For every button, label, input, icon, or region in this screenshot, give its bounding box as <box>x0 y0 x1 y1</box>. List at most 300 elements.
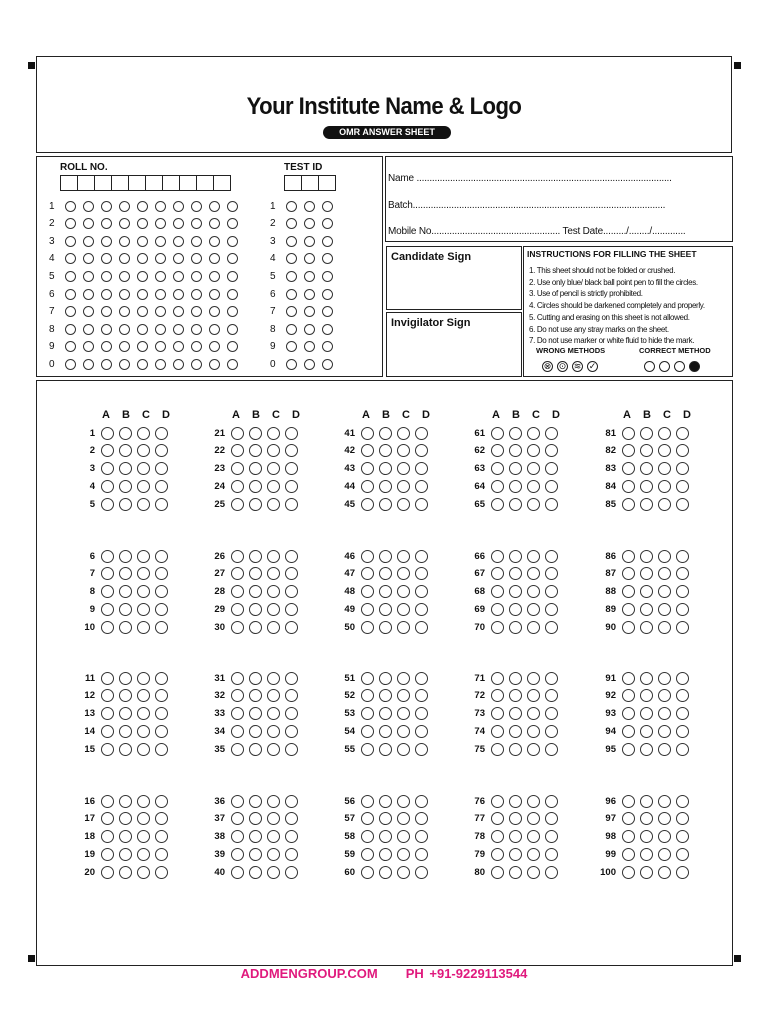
answer-bubble[interactable] <box>285 795 298 808</box>
test-id-digit-bubble[interactable] <box>304 306 315 317</box>
answer-bubble[interactable] <box>155 603 168 616</box>
roll-digit-bubble[interactable] <box>173 218 184 229</box>
roll-no-cell[interactable] <box>128 175 146 191</box>
roll-digit-bubble[interactable] <box>227 289 238 300</box>
roll-digit-bubble[interactable] <box>155 271 166 282</box>
answer-bubble[interactable] <box>379 672 392 685</box>
answer-bubble[interactable] <box>101 567 114 580</box>
answer-bubble[interactable] <box>379 567 392 580</box>
answer-bubble[interactable] <box>622 444 635 457</box>
answer-bubble[interactable] <box>527 725 540 738</box>
roll-digit-bubble[interactable] <box>65 324 76 335</box>
answer-bubble[interactable] <box>397 585 410 598</box>
answer-bubble[interactable] <box>379 585 392 598</box>
answer-bubble[interactable] <box>491 866 504 879</box>
answer-bubble[interactable] <box>137 585 150 598</box>
answer-bubble[interactable] <box>119 866 132 879</box>
test-id-cell[interactable] <box>284 175 302 191</box>
answer-bubble[interactable] <box>285 830 298 843</box>
answer-bubble[interactable] <box>509 866 522 879</box>
answer-bubble[interactable] <box>249 707 262 720</box>
answer-bubble[interactable] <box>101 830 114 843</box>
roll-digit-bubble[interactable] <box>155 218 166 229</box>
answer-bubble[interactable] <box>155 795 168 808</box>
answer-bubble[interactable] <box>415 866 428 879</box>
answer-bubble[interactable] <box>527 550 540 563</box>
answer-bubble[interactable] <box>415 462 428 475</box>
test-id-digit-bubble[interactable] <box>286 306 297 317</box>
answer-bubble[interactable] <box>361 689 374 702</box>
answer-bubble[interactable] <box>640 672 653 685</box>
answer-bubble[interactable] <box>622 550 635 563</box>
answer-bubble[interactable] <box>119 567 132 580</box>
answer-bubble[interactable] <box>379 462 392 475</box>
answer-bubble[interactable] <box>231 498 244 511</box>
roll-digit-bubble[interactable] <box>83 271 94 282</box>
answer-bubble[interactable] <box>527 743 540 756</box>
answer-bubble[interactable] <box>361 725 374 738</box>
roll-digit-bubble[interactable] <box>209 324 220 335</box>
answer-bubble[interactable] <box>119 498 132 511</box>
test-id-digit-bubble[interactable] <box>322 341 333 352</box>
answer-bubble[interactable] <box>545 830 558 843</box>
answer-bubble[interactable] <box>640 866 653 879</box>
answer-bubble[interactable] <box>231 866 244 879</box>
answer-bubble[interactable] <box>155 462 168 475</box>
roll-digit-bubble[interactable] <box>119 289 130 300</box>
answer-bubble[interactable] <box>285 498 298 511</box>
answer-bubble[interactable] <box>545 480 558 493</box>
answer-bubble[interactable] <box>545 689 558 702</box>
answer-bubble[interactable] <box>119 672 132 685</box>
roll-digit-bubble[interactable] <box>155 236 166 247</box>
answer-bubble[interactable] <box>658 866 671 879</box>
answer-bubble[interactable] <box>155 550 168 563</box>
answer-bubble[interactable] <box>267 498 280 511</box>
roll-digit-bubble[interactable] <box>173 236 184 247</box>
roll-digit-bubble[interactable] <box>65 271 76 282</box>
answer-bubble[interactable] <box>676 795 689 808</box>
answer-bubble[interactable] <box>658 795 671 808</box>
answer-bubble[interactable] <box>545 725 558 738</box>
roll-digit-bubble[interactable] <box>191 218 202 229</box>
answer-bubble[interactable] <box>640 550 653 563</box>
answer-bubble[interactable] <box>155 444 168 457</box>
answer-bubble[interactable] <box>545 603 558 616</box>
roll-digit-bubble[interactable] <box>155 359 166 370</box>
answer-bubble[interactable] <box>285 689 298 702</box>
answer-bubble[interactable] <box>527 480 540 493</box>
answer-bubble[interactable] <box>622 866 635 879</box>
answer-bubble[interactable] <box>285 603 298 616</box>
answer-bubble[interactable] <box>101 866 114 879</box>
answer-bubble[interactable] <box>676 498 689 511</box>
test-id-digit-bubble[interactable] <box>304 253 315 264</box>
answer-bubble[interactable] <box>397 427 410 440</box>
answer-bubble[interactable] <box>379 743 392 756</box>
mobile-testdate-field[interactable]: Mobile No.................................................. Test Date........./......../............. <box>388 226 686 237</box>
answer-bubble[interactable] <box>509 812 522 825</box>
answer-bubble[interactable] <box>379 812 392 825</box>
answer-bubble[interactable] <box>658 462 671 475</box>
answer-bubble[interactable] <box>249 830 262 843</box>
test-id-digit-bubble[interactable] <box>322 201 333 212</box>
roll-digit-bubble[interactable] <box>209 306 220 317</box>
roll-digit-bubble[interactable] <box>227 324 238 335</box>
answer-bubble[interactable] <box>361 427 374 440</box>
roll-digit-bubble[interactable] <box>83 289 94 300</box>
roll-no-cell[interactable] <box>77 175 95 191</box>
answer-bubble[interactable] <box>509 462 522 475</box>
roll-digit-bubble[interactable] <box>101 341 112 352</box>
answer-bubble[interactable] <box>267 462 280 475</box>
answer-bubble[interactable] <box>545 812 558 825</box>
answer-bubble[interactable] <box>379 725 392 738</box>
answer-bubble[interactable] <box>658 480 671 493</box>
roll-digit-bubble[interactable] <box>137 289 148 300</box>
test-id-digit-bubble[interactable] <box>304 324 315 335</box>
roll-digit-bubble[interactable] <box>209 359 220 370</box>
answer-bubble[interactable] <box>285 707 298 720</box>
answer-bubble[interactable] <box>415 480 428 493</box>
answer-bubble[interactable] <box>676 462 689 475</box>
roll-digit-bubble[interactable] <box>155 201 166 212</box>
answer-bubble[interactable] <box>622 462 635 475</box>
roll-digit-bubble[interactable] <box>83 201 94 212</box>
answer-bubble[interactable] <box>267 830 280 843</box>
test-id-digit-bubble[interactable] <box>304 201 315 212</box>
answer-bubble[interactable] <box>231 621 244 634</box>
answer-bubble[interactable] <box>101 603 114 616</box>
answer-bubble[interactable] <box>509 795 522 808</box>
answer-bubble[interactable] <box>137 462 150 475</box>
answer-bubble[interactable] <box>155 427 168 440</box>
answer-bubble[interactable] <box>397 462 410 475</box>
roll-digit-bubble[interactable] <box>137 306 148 317</box>
answer-bubble[interactable] <box>415 743 428 756</box>
answer-bubble[interactable] <box>379 550 392 563</box>
answer-bubble[interactable] <box>231 480 244 493</box>
answer-bubble[interactable] <box>527 621 540 634</box>
answer-bubble[interactable] <box>231 427 244 440</box>
answer-bubble[interactable] <box>415 550 428 563</box>
answer-bubble[interactable] <box>622 603 635 616</box>
answer-bubble[interactable] <box>137 567 150 580</box>
roll-digit-bubble[interactable] <box>209 253 220 264</box>
answer-bubble[interactable] <box>527 585 540 598</box>
roll-digit-bubble[interactable] <box>101 324 112 335</box>
roll-digit-bubble[interactable] <box>65 201 76 212</box>
answer-bubble[interactable] <box>155 480 168 493</box>
answer-bubble[interactable] <box>137 743 150 756</box>
roll-digit-bubble[interactable] <box>101 236 112 247</box>
answer-bubble[interactable] <box>249 848 262 861</box>
answer-bubble[interactable] <box>397 812 410 825</box>
answer-bubble[interactable] <box>119 725 132 738</box>
answer-bubble[interactable] <box>415 707 428 720</box>
answer-bubble[interactable] <box>231 743 244 756</box>
answer-bubble[interactable] <box>155 585 168 598</box>
answer-bubble[interactable] <box>119 812 132 825</box>
answer-bubble[interactable] <box>676 866 689 879</box>
answer-bubble[interactable] <box>267 585 280 598</box>
answer-bubble[interactable] <box>658 567 671 580</box>
answer-bubble[interactable] <box>137 603 150 616</box>
answer-bubble[interactable] <box>101 621 114 634</box>
answer-bubble[interactable] <box>361 498 374 511</box>
answer-bubble[interactable] <box>397 795 410 808</box>
answer-bubble[interactable] <box>379 444 392 457</box>
answer-bubble[interactable] <box>249 725 262 738</box>
answer-bubble[interactable] <box>267 427 280 440</box>
answer-bubble[interactable] <box>137 830 150 843</box>
answer-bubble[interactable] <box>622 427 635 440</box>
answer-bubble[interactable] <box>231 672 244 685</box>
answer-bubble[interactable] <box>249 585 262 598</box>
answer-bubble[interactable] <box>361 848 374 861</box>
roll-digit-bubble[interactable] <box>209 289 220 300</box>
answer-bubble[interactable] <box>676 830 689 843</box>
answer-bubble[interactable] <box>119 848 132 861</box>
roll-digit-bubble[interactable] <box>137 359 148 370</box>
answer-bubble[interactable] <box>545 498 558 511</box>
answer-bubble[interactable] <box>231 603 244 616</box>
answer-bubble[interactable] <box>285 621 298 634</box>
answer-bubble[interactable] <box>658 498 671 511</box>
answer-bubble[interactable] <box>119 585 132 598</box>
roll-no-cell[interactable] <box>179 175 197 191</box>
answer-bubble[interactable] <box>267 795 280 808</box>
answer-bubble[interactable] <box>658 725 671 738</box>
answer-bubble[interactable] <box>676 444 689 457</box>
answer-bubble[interactable] <box>285 866 298 879</box>
roll-digit-bubble[interactable] <box>137 236 148 247</box>
answer-bubble[interactable] <box>640 848 653 861</box>
answer-bubble[interactable] <box>509 672 522 685</box>
answer-bubble[interactable] <box>676 848 689 861</box>
answer-bubble[interactable] <box>249 743 262 756</box>
answer-bubble[interactable] <box>119 707 132 720</box>
answer-bubble[interactable] <box>491 830 504 843</box>
roll-digit-bubble[interactable] <box>173 341 184 352</box>
roll-digit-bubble[interactable] <box>65 306 76 317</box>
test-id-digit-bubble[interactable] <box>322 271 333 282</box>
test-id-digit-bubble[interactable] <box>286 341 297 352</box>
answer-bubble[interactable] <box>137 444 150 457</box>
answer-bubble[interactable] <box>119 830 132 843</box>
roll-digit-bubble[interactable] <box>101 306 112 317</box>
answer-bubble[interactable] <box>101 812 114 825</box>
answer-bubble[interactable] <box>379 427 392 440</box>
answer-bubble[interactable] <box>137 725 150 738</box>
answer-bubble[interactable] <box>527 462 540 475</box>
answer-bubble[interactable] <box>509 444 522 457</box>
answer-bubble[interactable] <box>676 707 689 720</box>
roll-digit-bubble[interactable] <box>83 324 94 335</box>
answer-bubble[interactable] <box>491 427 504 440</box>
answer-bubble[interactable] <box>491 462 504 475</box>
answer-bubble[interactable] <box>361 550 374 563</box>
test-id-digit-bubble[interactable] <box>286 253 297 264</box>
answer-bubble[interactable] <box>267 603 280 616</box>
answer-bubble[interactable] <box>155 743 168 756</box>
answer-bubble[interactable] <box>509 427 522 440</box>
answer-bubble[interactable] <box>137 866 150 879</box>
answer-bubble[interactable] <box>379 795 392 808</box>
answer-bubble[interactable] <box>491 498 504 511</box>
answer-bubble[interactable] <box>676 621 689 634</box>
answer-bubble[interactable] <box>491 585 504 598</box>
roll-digit-bubble[interactable] <box>137 341 148 352</box>
answer-bubble[interactable] <box>509 707 522 720</box>
answer-bubble[interactable] <box>101 462 114 475</box>
answer-bubble[interactable] <box>622 567 635 580</box>
answer-bubble[interactable] <box>267 743 280 756</box>
test-id-digit-bubble[interactable] <box>304 341 315 352</box>
roll-digit-bubble[interactable] <box>191 236 202 247</box>
roll-digit-bubble[interactable] <box>227 341 238 352</box>
answer-bubble[interactable] <box>137 812 150 825</box>
answer-bubble[interactable] <box>545 585 558 598</box>
answer-bubble[interactable] <box>658 743 671 756</box>
answer-bubble[interactable] <box>285 812 298 825</box>
roll-digit-bubble[interactable] <box>119 218 130 229</box>
answer-bubble[interactable] <box>545 567 558 580</box>
answer-bubble[interactable] <box>361 462 374 475</box>
test-id-digit-bubble[interactable] <box>322 236 333 247</box>
answer-bubble[interactable] <box>249 812 262 825</box>
answer-bubble[interactable] <box>545 743 558 756</box>
roll-digit-bubble[interactable] <box>137 324 148 335</box>
roll-digit-bubble[interactable] <box>209 218 220 229</box>
answer-bubble[interactable] <box>397 707 410 720</box>
answer-bubble[interactable] <box>231 830 244 843</box>
answer-bubble[interactable] <box>137 795 150 808</box>
answer-bubble[interactable] <box>509 585 522 598</box>
answer-bubble[interactable] <box>397 444 410 457</box>
roll-digit-bubble[interactable] <box>101 271 112 282</box>
roll-digit-bubble[interactable] <box>119 201 130 212</box>
answer-bubble[interactable] <box>640 621 653 634</box>
answer-bubble[interactable] <box>101 585 114 598</box>
answer-bubble[interactable] <box>249 498 262 511</box>
answer-bubble[interactable] <box>361 866 374 879</box>
answer-bubble[interactable] <box>415 672 428 685</box>
roll-digit-bubble[interactable] <box>227 218 238 229</box>
answer-bubble[interactable] <box>249 480 262 493</box>
answer-bubble[interactable] <box>622 689 635 702</box>
answer-bubble[interactable] <box>119 795 132 808</box>
answer-bubble[interactable] <box>491 621 504 634</box>
answer-bubble[interactable] <box>249 689 262 702</box>
answer-bubble[interactable] <box>640 567 653 580</box>
roll-no-cell[interactable] <box>145 175 163 191</box>
roll-digit-bubble[interactable] <box>137 201 148 212</box>
answer-bubble[interactable] <box>101 725 114 738</box>
answer-bubble[interactable] <box>658 603 671 616</box>
test-id-digit-bubble[interactable] <box>304 236 315 247</box>
answer-bubble[interactable] <box>231 550 244 563</box>
answer-bubble[interactable] <box>267 707 280 720</box>
answer-bubble[interactable] <box>155 707 168 720</box>
answer-bubble[interactable] <box>249 462 262 475</box>
answer-bubble[interactable] <box>231 444 244 457</box>
answer-bubble[interactable] <box>285 550 298 563</box>
answer-bubble[interactable] <box>137 707 150 720</box>
test-id-digit-bubble[interactable] <box>286 324 297 335</box>
answer-bubble[interactable] <box>249 567 262 580</box>
answer-bubble[interactable] <box>267 621 280 634</box>
roll-digit-bubble[interactable] <box>83 306 94 317</box>
answer-bubble[interactable] <box>101 743 114 756</box>
answer-bubble[interactable] <box>640 585 653 598</box>
answer-bubble[interactable] <box>527 795 540 808</box>
roll-digit-bubble[interactable] <box>119 236 130 247</box>
answer-bubble[interactable] <box>545 866 558 879</box>
test-id-digit-bubble[interactable] <box>286 289 297 300</box>
answer-bubble[interactable] <box>249 672 262 685</box>
answer-bubble[interactable] <box>509 621 522 634</box>
answer-bubble[interactable] <box>267 866 280 879</box>
answer-bubble[interactable] <box>622 725 635 738</box>
answer-bubble[interactable] <box>415 444 428 457</box>
answer-bubble[interactable] <box>285 567 298 580</box>
answer-bubble[interactable] <box>397 480 410 493</box>
roll-digit-bubble[interactable] <box>101 289 112 300</box>
roll-digit-bubble[interactable] <box>173 306 184 317</box>
answer-bubble[interactable] <box>119 743 132 756</box>
roll-digit-bubble[interactable] <box>83 341 94 352</box>
answer-bubble[interactable] <box>491 672 504 685</box>
answer-bubble[interactable] <box>379 689 392 702</box>
answer-bubble[interactable] <box>397 848 410 861</box>
roll-digit-bubble[interactable] <box>119 253 130 264</box>
answer-bubble[interactable] <box>640 444 653 457</box>
roll-digit-bubble[interactable] <box>191 306 202 317</box>
answer-bubble[interactable] <box>491 812 504 825</box>
answer-bubble[interactable] <box>622 743 635 756</box>
test-id-digit-bubble[interactable] <box>304 218 315 229</box>
answer-bubble[interactable] <box>658 707 671 720</box>
answer-bubble[interactable] <box>545 848 558 861</box>
roll-digit-bubble[interactable] <box>155 289 166 300</box>
answer-bubble[interactable] <box>155 866 168 879</box>
roll-digit-bubble[interactable] <box>119 341 130 352</box>
answer-bubble[interactable] <box>155 725 168 738</box>
answer-bubble[interactable] <box>415 848 428 861</box>
answer-bubble[interactable] <box>101 498 114 511</box>
roll-digit-bubble[interactable] <box>191 271 202 282</box>
answer-bubble[interactable] <box>285 462 298 475</box>
answer-bubble[interactable] <box>658 672 671 685</box>
answer-bubble[interactable] <box>137 550 150 563</box>
roll-digit-bubble[interactable] <box>173 324 184 335</box>
roll-digit-bubble[interactable] <box>227 306 238 317</box>
answer-bubble[interactable] <box>101 707 114 720</box>
answer-bubble[interactable] <box>137 672 150 685</box>
roll-digit-bubble[interactable] <box>119 324 130 335</box>
answer-bubble[interactable] <box>379 866 392 879</box>
roll-digit-bubble[interactable] <box>119 271 130 282</box>
answer-bubble[interactable] <box>155 830 168 843</box>
roll-digit-bubble[interactable] <box>155 306 166 317</box>
answer-bubble[interactable] <box>361 603 374 616</box>
answer-bubble[interactable] <box>119 621 132 634</box>
answer-bubble[interactable] <box>415 812 428 825</box>
roll-digit-bubble[interactable] <box>155 324 166 335</box>
test-id-digit-bubble[interactable] <box>286 236 297 247</box>
roll-digit-bubble[interactable] <box>65 359 76 370</box>
